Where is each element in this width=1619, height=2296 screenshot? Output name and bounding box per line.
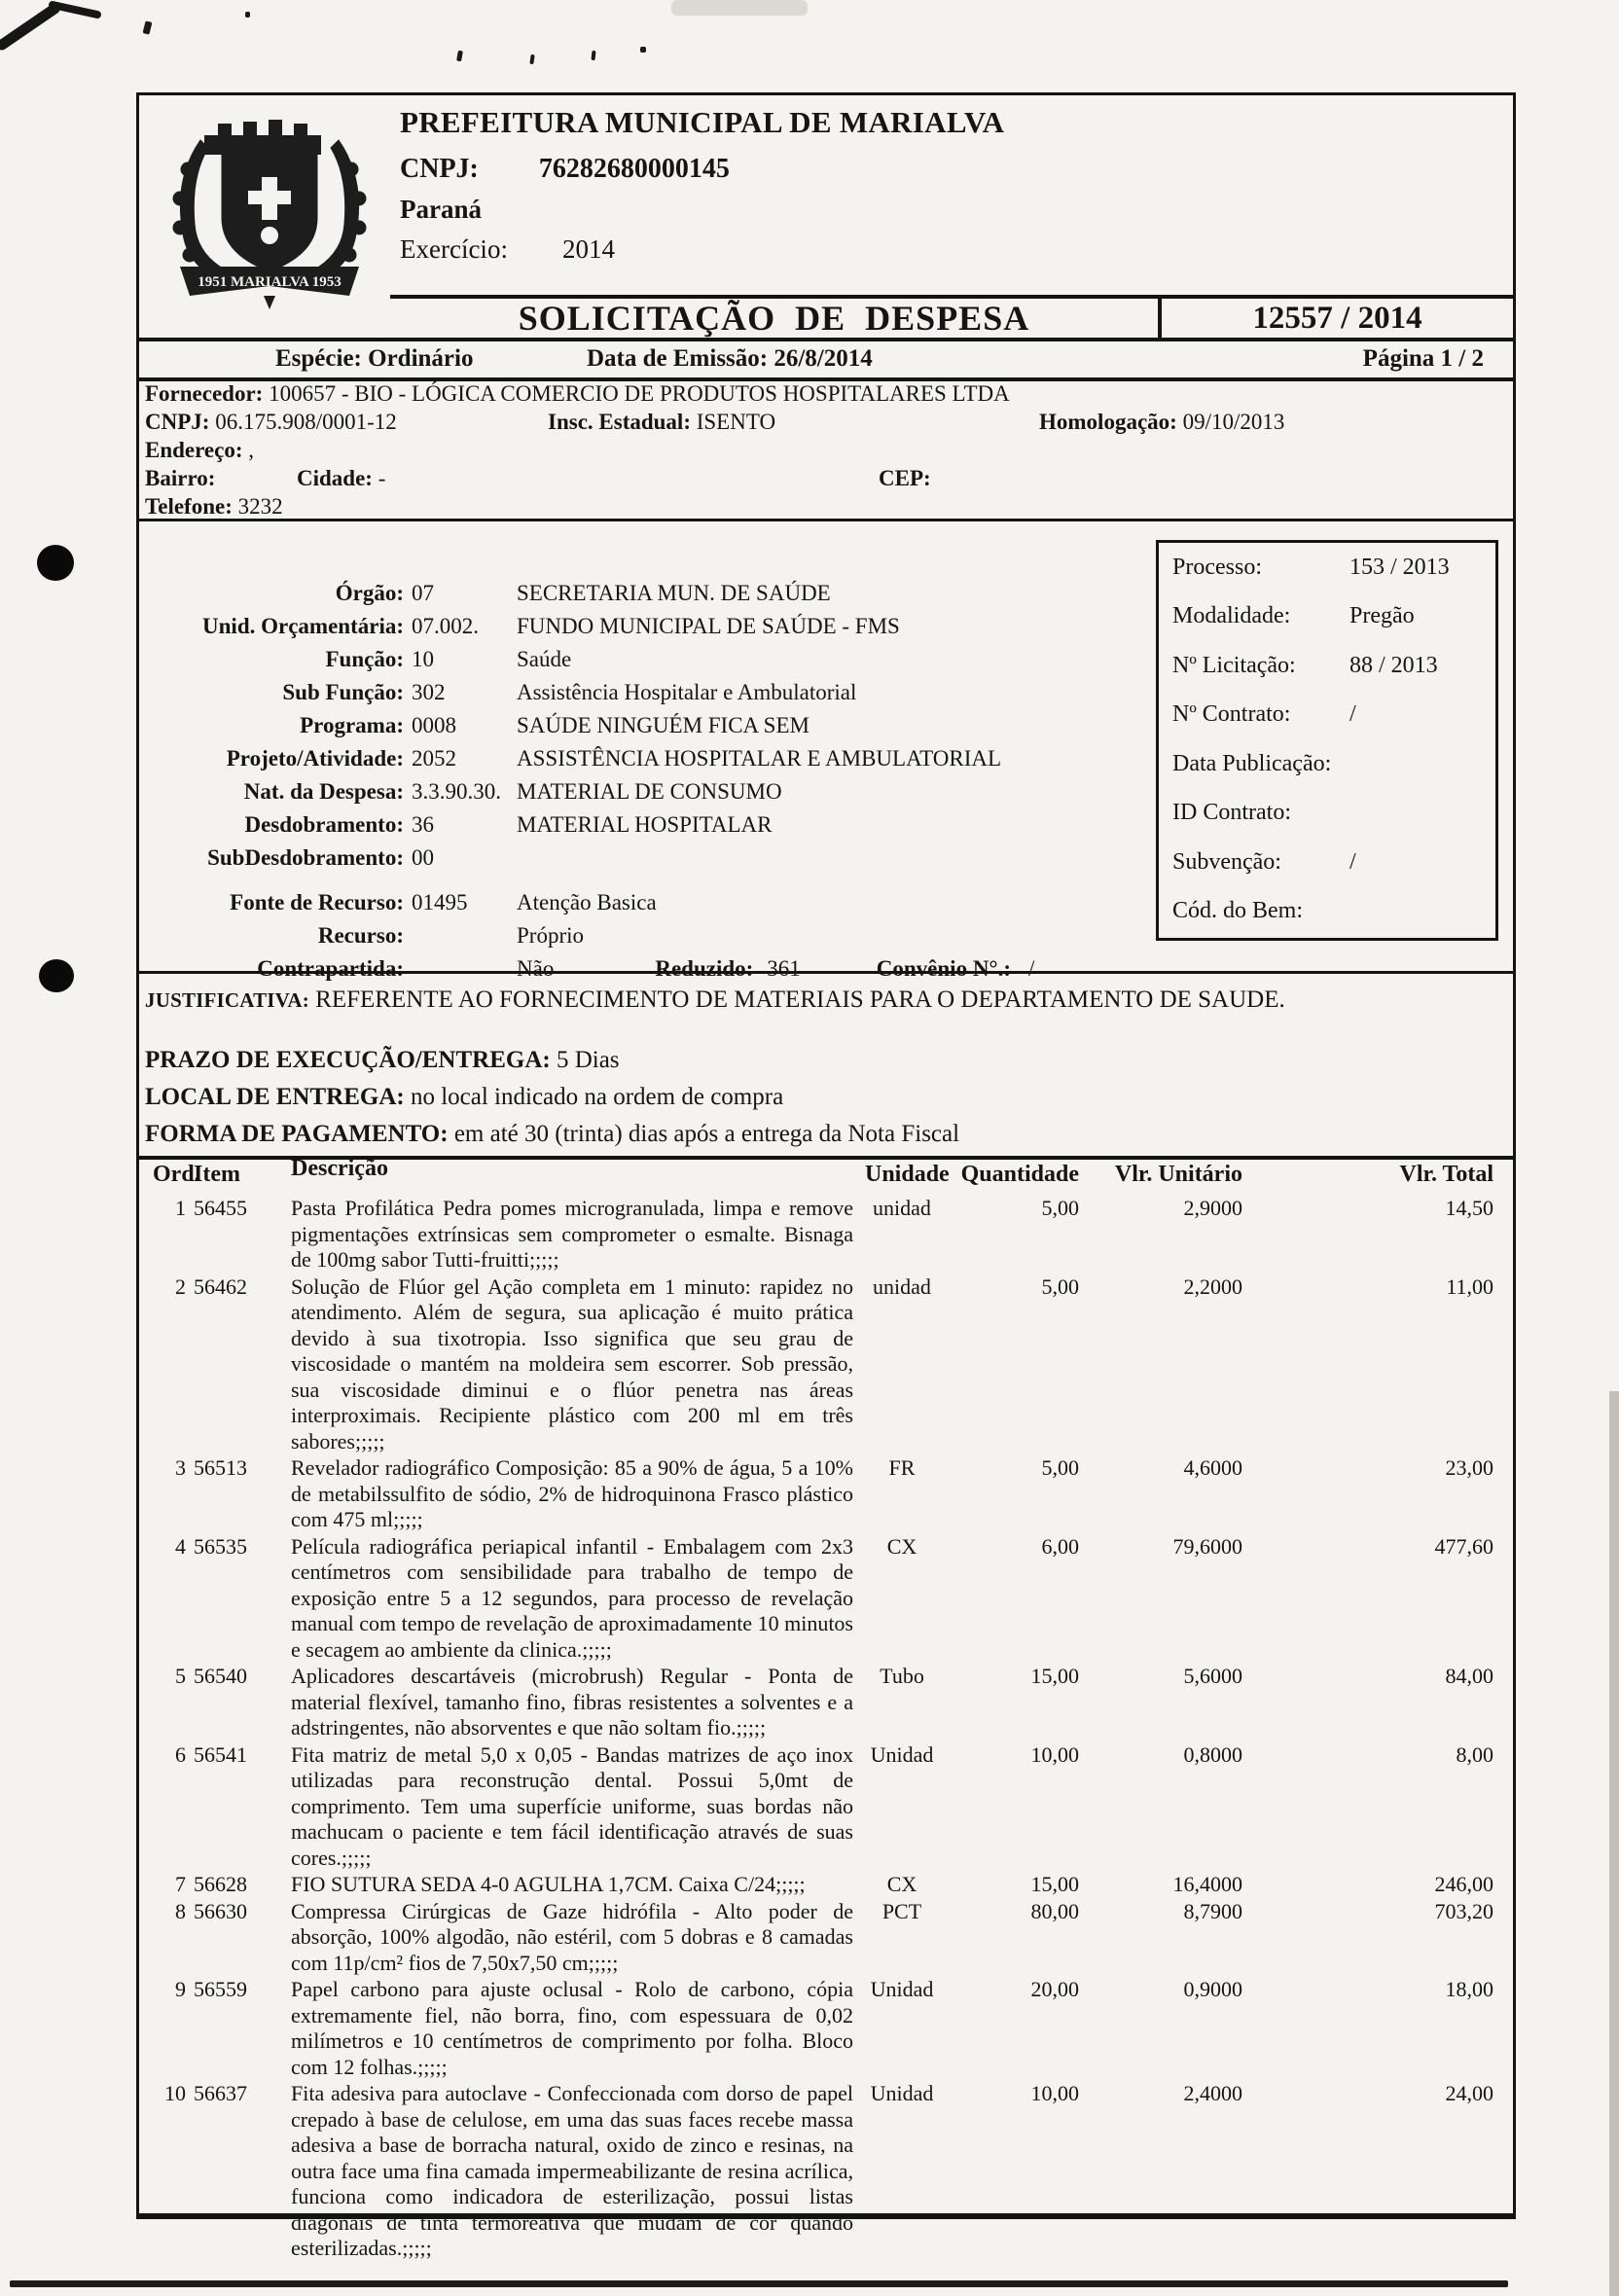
process-value: / [1349,701,1356,728]
item-code: 56628 [194,1872,247,1896]
process-label: Nº Contrato: [1172,701,1291,728]
especie-text: Espécie: Ordinário [275,345,474,372]
emission-date-text: Data de Emissão: 26/8/2014 [587,345,873,372]
org-cnpj-value: 76282680000145 [538,154,730,184]
process-label: Modalidade: [1172,603,1291,629]
item-row [139,1976,1513,2080]
supplier-cnpj-label: CNPJ: [145,410,210,434]
item-desc: Compressa Cirúrgicas de Gaze hidrófila - Alto poder de absorção, 100% algodão, não estéril, com 5 dobras e 8 camadas com 11p/cm² fios de 7,50x7,50 cm;;;;; [291,1898,853,1975]
ink-speck [591,51,595,60]
item-desc: Aplicadores descartáveis (microbrush) Regular - Ponta de material flexível, tamanho fino, fibras resistentes a solventes e a adstringentes, não absorventes e que não soltam fio.;;;;; [291,1664,853,1740]
budget-label: Função: [325,647,404,671]
contrapartida-label: Contrapartida: [257,956,404,981]
item-unit: Tubo [880,1664,924,1688]
process-value: / [1349,848,1356,875]
telefone-label: Telefone: [145,494,233,519]
hole-punch-mark [37,545,74,581]
item-row [139,1871,1513,1898]
item-row [139,1898,1513,1977]
item-row [139,1663,1513,1741]
item-qty: 80,00 [1030,1898,1079,1923]
insc-estadual-value: ISENTO [696,410,776,434]
item-unit: CX [886,1872,917,1896]
cidade-value: - [378,466,386,490]
cep-label-wrap [879,466,931,491]
local-entrega-value: no local indicado na ordem de compra [410,1084,784,1110]
supplier-section [139,377,1513,521]
item-ord: 6 [175,1741,186,1767]
reduzido-label: Reduzido: [655,956,754,981]
solicitacao-form [136,92,1516,2260]
scan-edge-strip [10,2280,1508,2287]
supplier-cnpj-pair [145,410,397,435]
convenio-label: Convênio N°.: [876,956,1012,981]
item-unit-price: 0,9000 [1183,1977,1242,2001]
budget-desc: Assistência Hospitalar e Ambulatorial [517,680,857,704]
prazo-line [145,1047,1505,1074]
process-label: Nº Licitação: [1172,652,1296,678]
municipal-coat-of-arms [147,101,392,311]
process-row [1172,555,1495,581]
document-number-cell [1162,295,1513,341]
item-unit: Unidad [870,1741,934,1767]
ink-speck [640,47,646,53]
process-label: Processo: [1172,555,1262,580]
homologacao-pair [1039,410,1284,435]
budget-desc: SECRETARIA MUN. DE SAÚDE [517,581,831,605]
process-info-box [1156,540,1498,941]
ink-speck [456,51,463,62]
item-total: 18,00 [1445,1977,1493,2001]
header-vlr-total: Vlr. Total [1399,1162,1493,1187]
item-unit-price: 16,4000 [1172,1872,1242,1896]
cidade-pair [297,466,385,491]
item-qty: 6,00 [1041,1533,1079,1559]
item-row [139,1533,1513,1664]
budget-code: 10 [412,647,434,671]
item-code: 56535 [194,1533,247,1559]
item-ord: 7 [175,1872,186,1896]
homologacao-value: 09/10/2013 [1182,410,1285,434]
item-ord: 9 [175,1977,186,2001]
item-ord: 10 [164,2081,186,2105]
budget-label: Nat. da Despesa: [243,779,404,804]
header-ord: Ord. [153,1162,200,1187]
supplier-line-fornecedor [139,381,1513,410]
item-qty: 15,00 [1030,1664,1079,1688]
item-unit: PCT [881,1898,922,1923]
budget-desc: MATERIAL HOSPITALAR [517,812,773,837]
item-desc: Solução de Flúor gel Ação completa em 1 minuto: rapidez no atendimento. Além de segura, sua aplicação é muito prática devido à sua tixotropia. Isso significa que seu grau de viscosidade o mantém na moldeira sem escorrer. Sob pressão, sua viscosidade diminui e o flúor penetra nas áreas interproximais. Recipiente plástico com 200 ml em três sabores;;;;; [291,1274,853,1453]
insc-estadual-label: Insc. Estadual: [548,410,691,434]
fornecedor-value: 100657 - BIO - LÓGICA COMERCIO DE PRODUTOS HOSPITALARES LTDA [269,381,1010,406]
process-row [1172,898,1495,924]
hole-punch-mark [39,959,74,992]
process-row [1172,751,1495,777]
process-value: Pregão [1349,603,1415,629]
budget-label: Projeto/Atividade: [226,746,404,771]
org-cnpj-label: CNPJ: [400,154,479,184]
process-value: 88 / 2013 [1349,652,1438,678]
item-total: 477,60 [1434,1533,1493,1559]
item-total: 23,00 [1445,1455,1493,1480]
items-table-header [139,1156,1513,1195]
process-label: Cód. do Bem: [1172,897,1304,923]
bairro-label-wrap [145,466,215,491]
process-label: ID Contrato: [1172,800,1291,826]
process-label: Subvenção: [1172,848,1281,875]
item-ord: 4 [175,1533,186,1559]
budget-code: 302 [412,680,446,704]
cidade-label: Cidade: [297,466,373,490]
items-table [139,1156,1513,2260]
budget-code: 00 [412,845,434,870]
item-unit-price: 0,8000 [1183,1741,1242,1767]
process-row [1172,849,1495,876]
item-qty: 20,00 [1030,1977,1079,2001]
item-desc: Fita matriz de metal 5,0 x 0,05 - Bandas matrizes de aço inox utilizadas para reconstrução dental. Possui 5,0mt de comprimento. Tem uma superfície uniforme, suas bordas não machucam o paciente e tem fácil identificação através de suas cores.;;;;; [291,1741,853,1870]
item-qty: 5,00 [1041,1455,1079,1480]
item-unit: Unidad [870,2081,934,2105]
item-desc: Fita adesiva para autoclave - Confeccionada com dorso de papel crepado à base de celulose, em uma das suas faces recebe massa adesiva a base de borracha natural, oxido de zinco e resinas, na outra face uma fina camada impermeabilizante de resina acrílica, funciona como indicadora de esterilização, possui listas diagonais de tinta termoreativa que mudam de cor quando esterilizadas.;;;;; [291,2081,853,2260]
pen-corner-mark [0,0,117,58]
header-quantidade: Quantidade [960,1162,1079,1187]
process-row [1172,603,1495,629]
exercise-value: 2014 [561,234,615,264]
item-code: 56541 [194,1741,247,1767]
item-desc: Papel carbono para ajuste oclusal - Rolo de carbono, cópia extremamente fiel, não borra, fino, com espessuara de 0,02 milímetros e 10 centímetros de comprimento por folha. Bloco com 12 folhas.;;;;; [291,1977,853,2079]
item-total: 246,00 [1434,1872,1493,1896]
forma-pagamento-value: em até 30 (trinta) dias após a entrega da Nota Fiscal [453,1121,960,1147]
item-ord: 2 [175,1274,186,1299]
item-code: 56559 [194,1977,247,2001]
ink-speck [143,20,153,34]
item-qty: 10,00 [1030,1741,1079,1767]
item-desc: Pasta Profilática Pedra pomes microgranulada, limpa e remove pigmentações extrínsicas sem comprometer o esmalte. Bisnaga de 100mg sabor Tutti-fruitti;;;;; [291,1196,853,1272]
process-row [1172,800,1495,826]
exercise-line [400,234,1503,265]
ink-speck [245,12,250,18]
local-entrega-label: LOCAL DE ENTREGA: [145,1084,405,1110]
items-table-body [139,1195,1513,2262]
budget-code: 07.002. [412,614,479,638]
process-row [1172,701,1495,728]
budget-label: Fonte de Recurso: [230,890,404,915]
item-code: 56455 [194,1196,247,1220]
item-total: 84,00 [1445,1664,1493,1688]
endereco-value: , [248,438,255,462]
item-unit: CX [886,1533,917,1559]
budget-code [412,919,509,952]
item-row [139,1454,1513,1533]
exercise-label: Exercício: [400,234,508,264]
item-qty: 5,00 [1041,1274,1079,1299]
item-code: 56540 [194,1664,247,1688]
item-total: 24,00 [1445,2081,1493,2105]
item-total: 11,00 [1446,1274,1493,1299]
forma-pagamento-label: FORMA DE PAGAMENTO: [145,1121,449,1147]
budget-section [139,519,1513,981]
supplier-line-endereco [139,438,1513,466]
item-ord: 8 [175,1898,186,1923]
item-ord: 3 [175,1455,186,1480]
item-total: 703,20 [1434,1898,1493,1923]
telefone-pair [145,494,283,520]
item-code: 56462 [194,1274,247,1299]
budget-desc: Atenção Basica [517,890,657,915]
budget-code: 3.3.90.30. [412,779,501,804]
justificativa-label: JUSTIFICATIVA: [145,988,309,1012]
item-row [139,1195,1513,1274]
item-unit: unidad [873,1274,931,1299]
budget-label: Sub Função: [282,680,404,704]
budget-code: 07 [412,581,434,605]
item-row [139,1274,1513,1455]
budget-code: 0008 [412,713,456,737]
page-indicator: Página 1 / 2 [1362,345,1484,372]
document-title: SOLICITAÇÃO DE DESPESA [518,299,1030,338]
prazo-label: PRAZO DE EXECUÇÃO/ENTREGA: [145,1047,551,1073]
item-qty: 15,00 [1030,1872,1079,1896]
budget-desc: Próprio [517,923,584,948]
item-qty: 5,00 [1041,1196,1079,1220]
budget-label: Unid. Orçamentária: [202,614,404,638]
process-row [1172,653,1495,679]
budget-label: Órgão: [335,581,404,605]
budget-label: Programa: [300,713,404,737]
item-desc: Película radiográfica periapical infantil - Embalagem com 2x3 centímetros com sensibilidade para trabalho de tempo de exposição entre 5 a 12 segundos, para processo de revelação manual com tempo de revelação de aproximadamente 10 minutos e secagem ao ambiente da clinica.;;;;; [291,1533,853,1662]
telefone-value: 3232 [237,494,283,519]
org-name: PREFEITURA MUNICIPAL DE MARIALVA [400,105,1005,139]
bairro-label: Bairro: [145,466,216,490]
item-unit-price: 2,2000 [1183,1274,1242,1299]
item-desc: FIO SUTURA SEDA 4-0 AGULHA 1,7CM. Caixa C/24;;;;; [291,1872,806,1896]
org-state: Paraná [400,195,482,224]
header-unidade: Unidade [865,1162,950,1187]
justificativa-line [145,987,1505,1014]
item-desc: Revelador radiográfico Composição: 85 a 90% de água, 5 a 10% de metabilssulfito de sódio, 2% de hidroquinona Frasco plástico com 475 ml;;;;; [291,1455,853,1531]
header-descricao: Descrição [291,1156,388,1181]
meta-band [139,341,1513,381]
item-code: 56630 [194,1898,247,1923]
document-number: 12557 / 2014 [1252,300,1422,336]
budget-desc: SAÚDE NINGUÉM FICA SEM [517,713,810,737]
scan-edge-shadow [1609,1391,1619,2296]
contrapartida-value: Não [517,956,555,981]
item-qty: 10,00 [1030,2081,1079,2105]
fornecedor-label: Fornecedor: [145,381,264,406]
terms-section [139,971,1513,1160]
endereco-pair [145,438,254,463]
item-unit-price: 5,6000 [1183,1664,1242,1688]
prazo-value: 5 Dias [556,1047,620,1073]
supplier-line-bairro [139,466,1513,494]
scan-smudge [671,0,808,16]
item-code: 56637 [194,2081,247,2105]
item-unit-price: 79,6000 [1172,1533,1242,1559]
item-ord: 1 [175,1196,186,1220]
budget-code: 01495 [412,890,468,915]
item-unit: FR [888,1455,916,1480]
budget-desc: ASSISTÊNCIA HOSPITALAR E AMBULATORIAL [517,746,1002,771]
coat-of-arms-ribbon-text: 1951 MARIALVA 1953 [198,274,342,290]
item-total: 8,00 [1456,1741,1493,1767]
budget-code: 36 [412,812,434,837]
item-unit-price: 2,9000 [1183,1196,1242,1220]
cep-label: CEP: [879,466,931,490]
item-code: 56513 [194,1455,247,1480]
ink-speck [529,54,534,64]
budget-code: 2052 [412,746,456,771]
budget-desc: Saúde [517,647,572,671]
process-value: 153 / 2013 [1349,555,1450,580]
budget-desc: MATERIAL DE CONSUMO [517,779,782,804]
local-entrega-line [145,1084,1505,1111]
budget-label: Desdobramento: [244,812,404,837]
item-ord: 5 [175,1664,186,1688]
item-row [139,1741,1513,1872]
supplier-line-cnpj [139,410,1513,438]
header-item: Item [194,1162,240,1187]
item-total: 14,50 [1445,1196,1493,1220]
process-label: Data Publicação: [1172,750,1332,776]
document-header [400,105,1503,265]
item-unit-price: 4,6000 [1183,1455,1242,1480]
convenio-value: / [1028,956,1035,981]
org-cnpj-line [400,154,1503,185]
budget-label: SubDesdobramento: [207,845,404,870]
supplier-cnpj-value: 06.175.908/0001-12 [215,410,397,434]
title-cell [390,295,1158,341]
header-vlr-unitario: Vlr. Unitário [1114,1162,1242,1187]
budget-label: Recurso: [317,923,404,948]
homologacao-label: Homologação: [1039,410,1177,434]
justificativa-value: REFERENTE AO FORNECIMENTO DE MATERIAIS PARA O DEPARTAMENTO DE SAUDE. [315,987,1285,1013]
reduzido-value: 361 [767,956,801,981]
fornecedor-pair [145,381,1010,407]
insc-estadual-pair [548,410,775,435]
item-unit-price: 2,4000 [1183,2081,1242,2105]
item-row [139,2080,1513,2262]
item-unit: Unidad [870,1977,934,2001]
item-unit-price: 8,7900 [1183,1898,1242,1923]
endereco-label: Endereço: [145,438,243,462]
forma-pagamento-line [145,1121,1505,1148]
budget-desc: FUNDO MUNICIPAL DE SAÚDE - FMS [517,614,900,638]
item-unit: unidad [873,1196,931,1220]
